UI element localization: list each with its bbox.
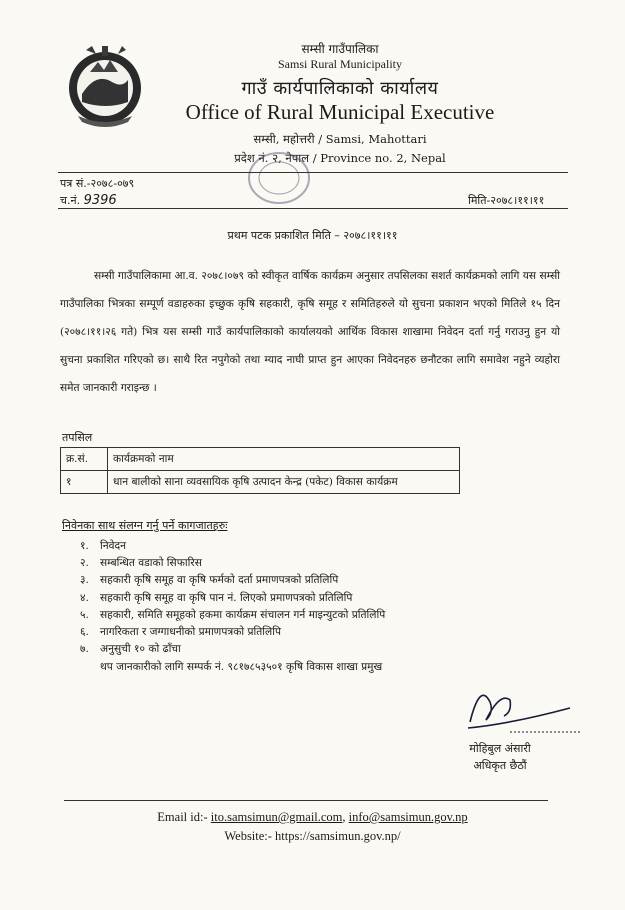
handwritten-signature <box>450 672 590 744</box>
office-name-nepali: गाउँ कार्यपालिकाको कार्यालय <box>241 78 439 99</box>
table-cell: १ <box>61 471 108 494</box>
header-divider <box>58 172 568 173</box>
footer-divider <box>64 800 548 801</box>
documents-list <box>80 538 385 658</box>
table-header-cell: क्र.सं. <box>61 448 108 471</box>
letter-number: पत्र सं.-२०७८-०७९ <box>60 177 135 190</box>
office-name-english: Office of Rural Municipal Executive <box>185 100 495 124</box>
list-item: ६. नागरिकता र जग्गाधनीको प्रमाणपत्रको प्रतिलिपि <box>80 626 281 639</box>
footer-email: Email id:- ito.samsimun@gmail.com, info@samsimun.gov.np <box>157 810 468 824</box>
table-row <box>61 471 460 494</box>
first-published-date: प्रथम पटक प्रकाशित मिति – २०७८।११।११ <box>227 229 398 242</box>
meta-divider <box>58 208 568 209</box>
letter-date: मिति-२०७८।११।११ <box>468 194 545 207</box>
email-link-1[interactable]: ito.samsimun@gmail.com <box>210 810 343 824</box>
address-line-2: प्रदेश नं. २, नेपाल / Province no. 2, Nepal <box>234 151 446 165</box>
list-item: ५. सहकारी, समिति समूहको हकमा कार्यक्रम संचालन गर्न माइन्युटको प्रतिलिपि <box>80 608 386 621</box>
table-cell: धान बालीको साना व्यवसायिक कृषि उत्पादन केन्द्र (पकेट) विकास कार्यक्रम <box>108 471 460 494</box>
email-link-2[interactable]: info@samsimun.gov.np <box>348 810 468 824</box>
signatory-name: मोहिबुल अंसारी <box>469 742 531 755</box>
municipality-name-english: Samsi Rural Municipality <box>278 57 402 71</box>
list-label: तपसिल <box>62 431 93 444</box>
office-stamp <box>246 150 312 206</box>
list-item: ४. सहकारी कृषि समूह वा कृषि पान नं. लिएको प्रमाणपत्रको प्रतिलिपि <box>80 591 353 604</box>
municipality-name-nepali: सम्सी गाउँपालिका <box>301 42 379 56</box>
dispatch-number: च.नं. 9396 <box>60 193 117 208</box>
signatory-title: अधिकृत छैठौं <box>473 759 527 772</box>
documents-heading: निवेनका साथ संलग्न गर्नु पर्ने कागजातहरुः <box>62 519 228 532</box>
contact-line: थप जानकारीको लागि सम्पर्क नं. ९८१७८५३५०१ कृषि विकास शाखा प्रमुख <box>100 661 383 673</box>
table-header-cell: कार्यक्रमको नाम <box>108 448 460 471</box>
address-line-1: सम्सी, महोत्तरी / Samsi, Mahottari <box>253 132 427 146</box>
nepal-emblem-logo <box>56 42 154 128</box>
footer-website[interactable]: Website:- https://samsimun.gov.np/ <box>224 829 401 843</box>
notice-body: सम्सी गाउँपालिकामा आ.व. २०७८।०७९ को स्वीकृत वार्षिक कार्यक्रम अनुसार तपसिलका सशर्त कार्यक्रमको लागि यस सम्सी गाउँपालिका भित्रका सम्पूर्ण वडाहरुका इच्छुक कृषि सहकारी, कृषि समूह र समितिहरुले यो सुचना प्रकाशन भएको मितिले १५ दिन (२०७८।११।२६ गते) भित्र यस सम्सी गाउँ कार्यपालिकाको कार्यालयको आर्थिक विकास शाखामा निवेदन दर्ता गर्नु गराउनु हुन यो सुचना प्रकाशित गरिएको छ। साथै रित नपुगेको तथा म्याद नाघी प्राप्त हुन आएका निवेदनहरु छनौटका लागि समावेश नहुने व्यहोरा समेत जानकारी गराइन्छ । <box>60 270 560 394</box>
list-item: १. निवेदन <box>80 540 127 552</box>
list-item: ७. अनुसुची १० को ढाँचा <box>80 643 181 656</box>
list-item: २. सम्बन्धित वडाको सिफारिस <box>80 557 202 570</box>
list-item: ३. सहकारी कृषि समूह वा कृषि फर्मको दर्ता प्रमाणपत्रको प्रतिलिपि <box>80 574 339 587</box>
table-header-row <box>61 448 460 471</box>
signatory <box>440 740 560 774</box>
program-table <box>60 447 460 494</box>
